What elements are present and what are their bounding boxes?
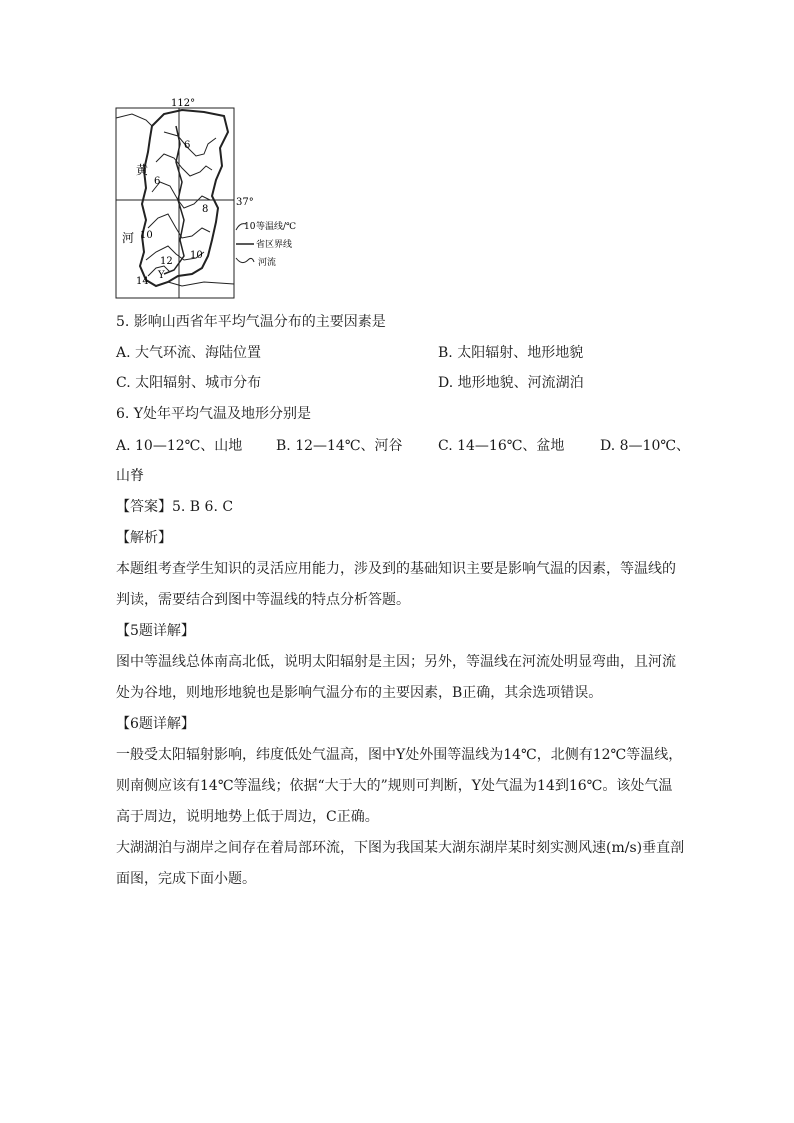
iso-label: 6 bbox=[154, 176, 161, 187]
q5-option-b: B. 太阳辐射、地形地貌 bbox=[438, 345, 584, 361]
iso-label: 12 bbox=[160, 256, 173, 267]
analysis-line: 判读，需要结合到图中等温线的特点分析答题。 bbox=[116, 592, 410, 608]
neighbor-boundary bbox=[116, 114, 152, 126]
lat-label: 37° bbox=[236, 197, 254, 208]
detail5-line: 图中等温线总体南高北低，说明太阳辐射是主因；另外，等温线在河流处明显弯曲，且河流 bbox=[116, 654, 676, 670]
legend-isotherm: 等温线/℃ bbox=[256, 222, 297, 232]
next-intro-line: 面图，完成下面小题。 bbox=[116, 871, 256, 887]
q6-stem: 6. Y处年平均气温及地形分别是 bbox=[116, 406, 312, 422]
lon-label: 112° bbox=[171, 98, 196, 109]
river-legend-icon bbox=[236, 258, 254, 263]
q5-option-c: C. 太阳辐射、城市分布 bbox=[116, 375, 262, 391]
next-intro-line: 大湖湖泊与湖岸之间存在着局部环流，下图为我国某大湖东湖岸某时刻实测风速(m/s)垂直剖 bbox=[116, 840, 685, 856]
detail6-line: 一般受太阳辐射影响，纬度低处气温高，图中Y处外围等温线为14℃，北侧有12℃等温线， bbox=[116, 747, 683, 763]
iso-label: 6 bbox=[184, 140, 191, 151]
isotherm-line bbox=[156, 154, 212, 176]
legend-river: 河流 bbox=[258, 258, 277, 268]
detail6-line: 则南侧应该有14℃等温线；依据“大于大的”规则可判断，Y处气温为14到16℃。该处气温 bbox=[116, 778, 673, 794]
detail6-line: 高于周边，说明地势上低于周边，C正确。 bbox=[116, 809, 379, 825]
answer-line: 【答案】5. B 6. C bbox=[116, 499, 234, 515]
isotherm-map bbox=[112, 96, 312, 301]
point-y-label: Y bbox=[158, 270, 165, 281]
isotherm-map-figure bbox=[112, 96, 312, 301]
q5-option-a: A. 大气环流、海陆位置 bbox=[116, 345, 262, 361]
q5-stem: 5. 影响山西省年平均气温分布的主要因素是 bbox=[116, 314, 386, 330]
detail5-line: 处为谷地，则地形地貌也是影响气温分布的主要因素，B正确，其余选项错误。 bbox=[116, 685, 603, 701]
q6-option-b: B. 12—14℃、河谷 bbox=[276, 438, 403, 454]
iso-label: 8 bbox=[202, 204, 209, 215]
q5-option-d: D. 地形地貌、河流湖泊 bbox=[438, 375, 584, 391]
iso-label: 10 bbox=[140, 230, 153, 241]
q6-option-a: A. 10—12℃、山地 bbox=[116, 438, 243, 454]
q6-option-d-continued: 山脊 bbox=[116, 468, 144, 484]
iso-label: 10 bbox=[190, 250, 203, 261]
q6-option-d: D. 8—10℃、 bbox=[600, 438, 691, 454]
detail6-title: 【6题详解】 bbox=[116, 716, 195, 732]
river-label-1: 黄 bbox=[136, 163, 149, 177]
analysis-line: 本题组考查学生知识的灵活应用能力，涉及到的基础知识主要是影响气温的因素，等温线的 bbox=[116, 561, 676, 577]
neighbor-boundary-south bbox=[168, 282, 234, 286]
legend-boundary: 省区界线 bbox=[256, 240, 293, 250]
legend-iso-value: 10 bbox=[244, 222, 256, 232]
iso-label: 14 bbox=[136, 276, 149, 287]
analysis-title: 【解析】 bbox=[116, 530, 172, 546]
q6-option-c: C. 14—16℃、盆地 bbox=[438, 438, 565, 454]
river-label-2: 河 bbox=[122, 231, 135, 245]
detail5-title: 【5题详解】 bbox=[116, 623, 195, 639]
